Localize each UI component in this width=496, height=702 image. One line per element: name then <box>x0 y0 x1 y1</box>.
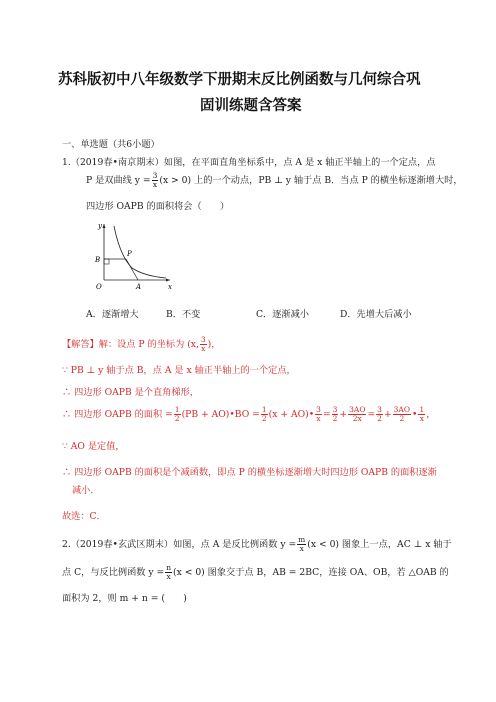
label-o: O <box>96 283 102 290</box>
q2-line-1: 2.（2019春•玄武区期末）如图，点 A 是反比例函数 y = $\frac{m}{x}$ (x < 0) 图象上一点，AC ⊥ x 轴于 <box>62 535 452 553</box>
sol1-line-6: ∴ 四边形 OAPB 的面积是个减函数，即点 P 的横坐标逐渐增大时四边形 OAPB 的面积逐渐 <box>62 467 437 478</box>
sol1-answer: 故选：C． <box>62 511 106 522</box>
q2-line-3: 面积为 2，则 m + n = ( ) <box>62 593 187 604</box>
option-c: C．逐渐减小 <box>256 309 309 320</box>
option-b: B．不变 <box>166 309 201 320</box>
q1-line-2: P 是双曲线 y = $\frac{3}{x}$ (x > 0) 上的一个动点，PB ⊥ y 轴于点 B．当点 P 的横坐标逐渐增大时， <box>86 171 463 189</box>
sol1-line-1: 【解答】解：设点 P 的坐标为 (x, $\frac{3}{x}$ )， <box>62 335 221 353</box>
q1-line-1: 1.（2019春•南京期末）如图，在平面直角坐标系中，点 A 是 x 轴正半轴上的一个定点，点 <box>62 157 436 168</box>
sol1-line-4: ∴ 四边形 OAPB 的面积 = $\frac{1}{2}$ (PB + AO)•BO = $\frac{1}{2}$ (x + AO)• $\frac{3}{x}$ = $\frac{3}{2}$ + $\frac{3AO}{2x}$ = $\frac{3}{2}$ + $\frac{3AO}{2}$ • $\frac{1}{x}$ ， <box>62 405 436 423</box>
sol1-line-2: ∵ PB ⊥ y 轴于点 B，点 A 是 x 轴正半轴上的一个定点， <box>62 365 296 376</box>
sol1-line-5: ∵ AO 是定值， <box>62 441 125 452</box>
answer-heading: 【解答】 <box>62 339 99 350</box>
label-a: A <box>136 283 142 290</box>
option-d: D．先增大后减小 <box>340 309 412 320</box>
hyperbola-curve <box>114 226 166 278</box>
q1-figure <box>92 218 174 290</box>
label-b: B <box>95 256 101 264</box>
title-line-1: 苏科版初中八年级数学下册期末反比例函数与几何综合巩 <box>58 72 421 88</box>
segment-pa <box>126 259 138 280</box>
label-y: y <box>98 222 102 230</box>
title-line-2: 固训练题含答案 <box>200 98 302 114</box>
right-angle-mark <box>104 259 109 264</box>
option-a: A．逐渐增大 <box>86 309 139 320</box>
section-heading: 一、单选题（共6小题） <box>62 139 160 150</box>
q1-line-3: 四边形 OAPB 的面积将会（ ） <box>86 201 230 212</box>
label-x: x <box>168 283 172 290</box>
sol1-line-3: ∴ 四边形 OAPB 是个直角梯形， <box>62 387 199 398</box>
sol1-line-7: 减小． <box>72 485 100 496</box>
label-p: P <box>127 250 132 258</box>
q2-line-2: 点 C，与反比例函数 y = $\frac{n}{x}$ (x < 0) 图象交于点 B，AB = 2BC，连接 OA、OB，若 △OAB 的 <box>62 563 449 581</box>
